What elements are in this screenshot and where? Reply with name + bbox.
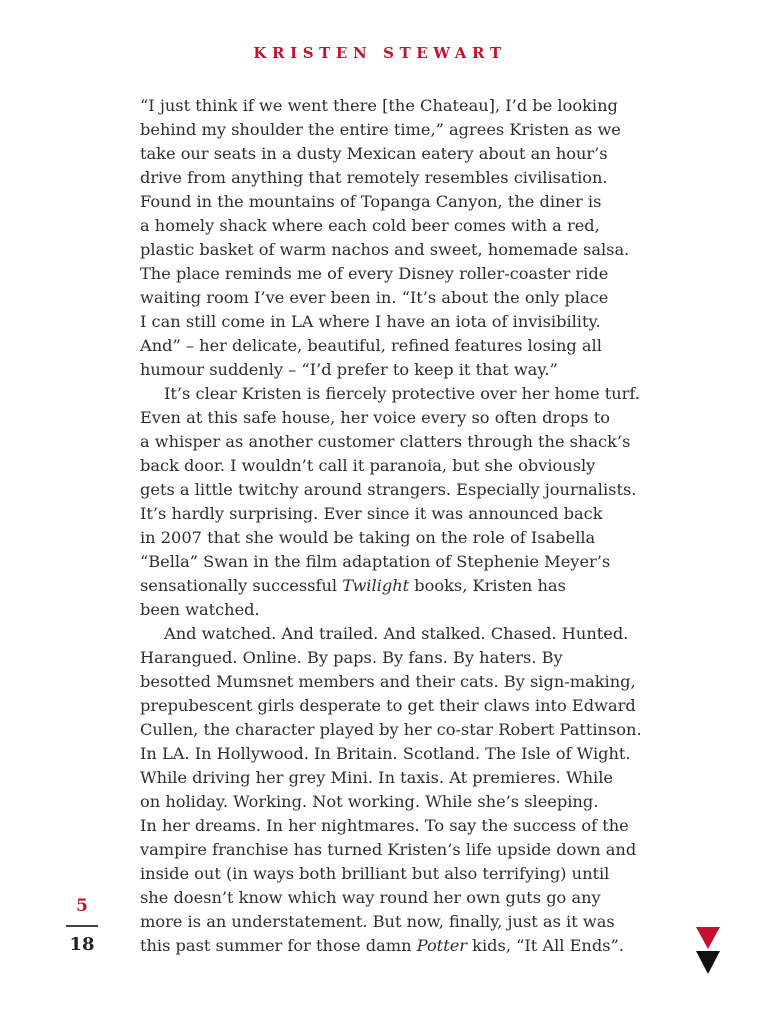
- text-line: prepubescent girls desperate to get their claws into Edward: [140, 696, 636, 715]
- text-line: waiting room I’ve ever been in. “It’s about the only place: [140, 288, 609, 307]
- text-line: “Bella” Swan in the film adaptation of Stephenie Meyer’s: [140, 552, 611, 571]
- text-line: “I just think if we went there [the Chateau], I’d be looking: [140, 96, 618, 115]
- text-line: besotted Mumsnet members and their cats. By sign-making,: [140, 672, 636, 691]
- text-run: kids, “It All Ends”.: [467, 936, 624, 955]
- text-line: And watched. And trailed. And stalked. Chased. Hunted.: [164, 624, 629, 643]
- text-line: take our seats in a dusty Mexican eatery about an hour’s: [140, 144, 608, 163]
- text-line: on holiday. Working. Not working. While she’s sleeping.: [140, 792, 599, 811]
- text-line: The place reminds me of every Disney roller-coaster ride: [140, 264, 609, 283]
- text-line: And” – her delicate, beautiful, refined features losing all: [140, 336, 602, 355]
- text-line: drive from anything that remotely resembles civilisation.: [140, 168, 608, 187]
- text-line: more is an understatement. But now, finally, just as it was: [140, 912, 615, 931]
- running-header: KRISTEN STEWART: [253, 44, 507, 62]
- page-number-divider: [66, 925, 98, 927]
- down-triangle-red-icon: [696, 927, 720, 949]
- next-page-button[interactable]: [695, 926, 721, 976]
- text-line: [140, 934, 630, 958]
- text-line: Harangued. Online. By paps. By fans. By haters. By: [140, 648, 563, 667]
- text-line: vampire franchise has turned Kristen’s life upside down and: [140, 840, 637, 859]
- text-line: Cullen, the character played by her co-star Robert Pattinson.: [140, 720, 642, 739]
- text-line: In her dreams. In her nightmares. To say the success of the: [140, 816, 629, 835]
- text-line: gets a little twitchy around strangers. Especially journalists.: [140, 480, 637, 499]
- text-line: It’s hardly surprising. Ever since it was announced back: [140, 504, 603, 523]
- text-line: in 2007 that she would be taking on the role of Isabella: [140, 528, 596, 547]
- book-title-potter: Potter: [416, 936, 468, 955]
- text-line: inside out (in ways both brilliant but also terrifying) until: [140, 864, 610, 883]
- text-line: behind my shoulder the entire time,” agrees Kristen as we: [140, 120, 621, 139]
- text-line: humour suddenly – “I’d prefer to keep it that way.”: [140, 360, 558, 379]
- text-line: a homely shack where each cold beer comes with a red,: [140, 216, 600, 235]
- total-pages: 18: [69, 934, 95, 955]
- text-line: While driving her grey Mini. In taxis. At premieres. While: [140, 768, 613, 787]
- article-body: [140, 94, 642, 958]
- text-line: In LA. In Hollywood. In Britain. Scotland. The Isle of Wight.: [140, 744, 631, 763]
- text-line: been watched.: [140, 600, 260, 619]
- text-line: Even at this safe house, her voice every so often drops to: [140, 408, 611, 427]
- next-page-arrows-icon: [695, 926, 721, 976]
- text-line: she doesn’t know which way round her own guts go any: [140, 888, 601, 907]
- paragraph-2: [140, 382, 640, 622]
- text-run: books, Kristen has: [409, 576, 566, 595]
- text-run: sensationally successful: [140, 576, 343, 595]
- paragraph-1: [140, 94, 630, 382]
- text-run: this past summer for those damn: [140, 936, 417, 955]
- text-line: Found in the mountains of Topanga Canyon, the diner is: [140, 192, 602, 211]
- text-line: back door. I wouldn’t call it paranoia, but she obviously: [140, 456, 596, 475]
- current-page-number: 5: [76, 896, 88, 916]
- text-line: [140, 574, 630, 598]
- text-line: I can still come in LA where I have an iota of invisibility.: [140, 312, 601, 331]
- down-triangle-black-icon: [696, 951, 720, 974]
- text-line: a whisper as another customer clatters through the shack’s: [140, 432, 631, 451]
- text-line: It’s clear Kristen is fiercely protective over her home turf.: [164, 384, 640, 403]
- paragraph-3: [140, 622, 642, 958]
- book-title-twilight: Twilight: [342, 576, 410, 595]
- text-line: plastic basket of warm nachos and sweet, homemade salsa.: [140, 240, 630, 259]
